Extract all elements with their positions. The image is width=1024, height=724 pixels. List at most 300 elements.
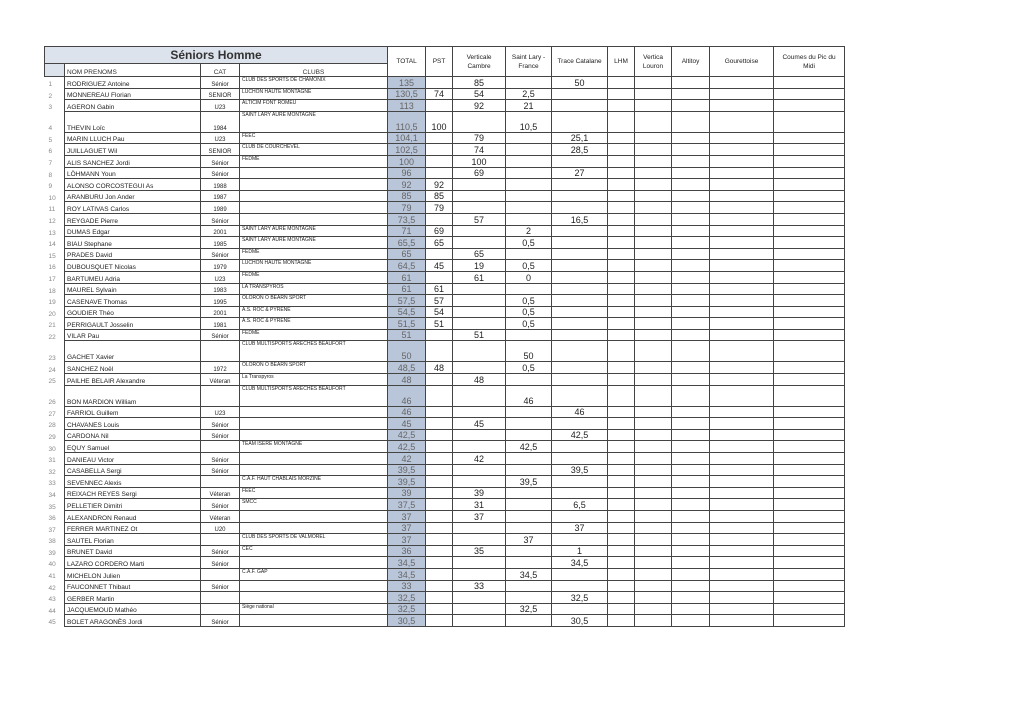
gourettoise-cell [710,260,774,272]
table-row [45,429,845,441]
altitoy-cell [672,476,710,488]
rownum-cell: 8 [48,171,53,179]
vertica-louron-cell [635,248,672,260]
category-cell: 1989 [201,202,240,214]
table-row [45,464,845,476]
category-cell: 1981 [201,318,240,330]
pst-cell [426,385,453,406]
category-cell: 1985 [201,237,240,249]
altitoy-cell [672,499,710,511]
category-cell: Sénior [201,329,240,341]
rownum-cell: 35 [48,503,56,511]
total-cell: 32,5 [388,592,426,604]
gourettoise-cell [710,464,774,476]
vertica-louron-cell [635,511,672,523]
coumes-cell [774,615,845,627]
pst-cell [426,329,453,341]
vertica-louron-cell [635,487,672,499]
gourettoise-cell [710,499,774,511]
name-cell: LÖHMANN Youn [65,167,201,179]
total-cell: 33 [388,580,426,592]
category-cell: 1972 [201,362,240,374]
club-cell: Siège national [240,603,388,615]
vertica-louron-cell [635,225,672,237]
lhm-cell [608,580,635,592]
altitoy-cell [672,271,710,283]
club-cell [240,592,388,604]
saint-lary-cell [506,190,552,202]
coumes-cell [774,144,845,156]
header-coumes: Coumes du Pic du Midi [774,47,845,77]
club-cell: FEDME [240,271,388,283]
category-cell: Sénior [201,248,240,260]
verticale-cambre-cell: 33 [453,580,506,592]
pst-cell: 61 [426,283,453,295]
verticale-cambre-cell [453,464,506,476]
saint-lary-cell: 0,5 [506,318,552,330]
lhm-cell [608,225,635,237]
total-cell: 32,5 [388,603,426,615]
category-cell: Sénior [201,429,240,441]
gourettoise-cell [710,476,774,488]
category-cell: U23 [201,100,240,112]
coumes-cell [774,441,845,453]
coumes-cell [774,341,845,362]
name-cell: EQUY Samuel [65,441,201,453]
club-cell: A.S. ROC & PYRENE [240,306,388,318]
rownum-cell: 3 [48,104,53,112]
category-cell: Sénior [201,499,240,511]
trace-catalane-cell [552,374,608,386]
club-cell [240,453,388,465]
total-cell: 61 [388,271,426,283]
name-cell: MICHELON Julien [65,568,201,580]
category-cell: 1988 [201,179,240,191]
trace-catalane-cell [552,225,608,237]
name-cell: PELLETIER Dimitri [65,499,201,511]
lhm-cell [608,568,635,580]
rownum-cell: 31 [48,457,56,465]
vertica-louron-cell [635,306,672,318]
table-row [45,487,845,499]
total-cell: 36 [388,545,426,557]
category-cell: 1995 [201,295,240,307]
gourettoise-cell [710,487,774,499]
total-cell: 102,5 [388,144,426,156]
coumes-cell [774,260,845,272]
name-cell: GERBER Martin [65,592,201,604]
rownum-cell: 25 [48,378,56,386]
pst-cell [426,476,453,488]
total-cell: 92 [388,179,426,191]
table-row [45,295,845,307]
trace-catalane-cell: 28,5 [552,144,608,156]
pst-cell: 45 [426,260,453,272]
category-cell: U23 [201,271,240,283]
rownum-cell: 2 [48,92,53,100]
coumes-cell [774,603,845,615]
rownum-cell: 12 [48,218,56,226]
rownum-cell: 10 [48,194,56,202]
coumes-cell [774,329,845,341]
name-cell: REYGADE Pierre [65,213,201,225]
saint-lary-cell: 39,5 [506,476,552,488]
club-cell [240,202,388,214]
trace-catalane-cell [552,441,608,453]
table-row [45,318,845,330]
saint-lary-cell: 32,5 [506,603,552,615]
vertica-louron-cell [635,592,672,604]
vertica-louron-cell [635,441,672,453]
altitoy-cell [672,580,710,592]
altitoy-cell [672,374,710,386]
total-cell: 34,5 [388,557,426,569]
verticale-cambre-cell [453,362,506,374]
pst-cell [426,580,453,592]
trace-catalane-cell [552,271,608,283]
vertica-louron-cell [635,418,672,430]
trace-catalane-cell [552,306,608,318]
club-cell: CLUB MULTISPORTS ARECHES BEAUFORT [240,385,388,406]
saint-lary-cell [506,580,552,592]
total-cell: 48 [388,374,426,386]
trace-catalane-cell [552,318,608,330]
category-cell [201,534,240,546]
trace-catalane-cell [552,580,608,592]
verticale-cambre-cell: 51 [453,329,506,341]
pst-cell [426,534,453,546]
name-cell: FARRIOL Guillem [65,406,201,418]
category-cell: Sénior [201,213,240,225]
name-cell: DANIEAU Victor [65,453,201,465]
lhm-cell [608,213,635,225]
category-cell: Sénior [201,155,240,167]
altitoy-cell [672,283,710,295]
trace-catalane-cell: 27 [552,167,608,179]
trace-catalane-cell [552,100,608,112]
table-row [45,418,845,430]
verticale-cambre-cell: 74 [453,144,506,156]
rownum-cell: 19 [48,299,56,307]
lhm-cell [608,283,635,295]
vertica-louron-cell [635,476,672,488]
lhm-cell [608,592,635,604]
trace-catalane-cell: 30,5 [552,615,608,627]
lhm-cell [608,167,635,179]
results-sheet [44,46,844,627]
saint-lary-cell: 0,5 [506,306,552,318]
gourettoise-cell [710,283,774,295]
coumes-cell [774,592,845,604]
table-row [45,511,845,523]
lhm-cell [608,248,635,260]
name-cell: ALONSO CORCOSTEGUI As [65,179,201,191]
altitoy-cell [672,132,710,144]
table-row [45,341,845,362]
table-row [45,441,845,453]
pst-cell: 100 [426,111,453,132]
trace-catalane-cell [552,329,608,341]
pst-cell [426,374,453,386]
gourettoise-cell [710,418,774,430]
table-row [45,167,845,179]
altitoy-cell [672,260,710,272]
vertica-louron-cell [635,385,672,406]
name-cell: CARDONA Nil [65,429,201,441]
gourettoise-cell [710,225,774,237]
verticale-cambre-cell: 39 [453,487,506,499]
vertica-louron-cell [635,557,672,569]
total-cell: 104,1 [388,132,426,144]
club-cell: LUCHON HAUTE MONTAGNE [240,260,388,272]
table-row [45,213,845,225]
coumes-cell [774,499,845,511]
coumes-cell [774,580,845,592]
club-cell: CLUB DE COURCHEVEL [240,144,388,156]
rownum-cell: 23 [48,354,56,362]
name-cell: CASENAVE Thomas [65,295,201,307]
name-cell: SAUTEL Florian [65,534,201,546]
saint-lary-cell: 0,5 [506,295,552,307]
saint-lary-cell [506,329,552,341]
saint-lary-cell [506,406,552,418]
saint-lary-cell: 2 [506,225,552,237]
rownum-cell: 40 [48,561,56,569]
club-cell: FEDME [240,329,388,341]
verticale-cambre-cell [453,385,506,406]
coumes-cell [774,487,845,499]
rownum-cell: 36 [48,515,56,523]
trace-catalane-cell: 34,5 [552,557,608,569]
category-cell: Sénior [201,418,240,430]
coumes-cell [774,306,845,318]
name-cell: PRADES David [65,248,201,260]
name-cell: ARANBURU Jon Ander [65,190,201,202]
pst-cell [426,144,453,156]
rownum-cell: 18 [48,287,56,295]
pst-cell [426,100,453,112]
name-cell: MONNEREAU Florian [65,88,201,100]
verticale-cambre-cell [453,111,506,132]
lhm-cell [608,260,635,272]
total-cell: 48,5 [388,362,426,374]
altitoy-cell [672,329,710,341]
lhm-cell [608,374,635,386]
saint-lary-cell [506,155,552,167]
gourettoise-cell [710,341,774,362]
vertica-louron-cell [635,545,672,557]
club-cell: C.A.F. GAP [240,568,388,580]
saint-lary-cell [506,522,552,534]
club-cell: SAINT LARY AURE MONTAGNE [240,111,388,132]
trace-catalane-cell [552,362,608,374]
category-cell: Sénior [201,557,240,569]
lhm-cell [608,429,635,441]
category-cell: Sénior [201,615,240,627]
trace-catalane-cell [552,385,608,406]
header-altitoy: Altitoy [672,47,710,77]
saint-lary-cell: 21 [506,100,552,112]
altitoy-cell [672,522,710,534]
lhm-cell [608,418,635,430]
lhm-cell [608,271,635,283]
trace-catalane-cell: 37 [552,522,608,534]
club-cell: ALTICIM FONT ROMEU [240,100,388,112]
verticale-cambre-cell: 42 [453,453,506,465]
lhm-cell [608,464,635,476]
coumes-cell [774,225,845,237]
total-cell: 85 [388,190,426,202]
rownum-cell: 16 [48,264,56,272]
gourettoise-cell [710,534,774,546]
club-cell: SAINT LARY AURE MONTAGNE [240,237,388,249]
rownum-cell: 38 [48,538,56,546]
lhm-cell [608,534,635,546]
rownum-cell: 44 [48,607,56,615]
club-cell: FEEC [240,132,388,144]
altitoy-cell [672,545,710,557]
verticale-cambre-cell: 19 [453,260,506,272]
trace-catalane-cell [552,88,608,100]
verticale-cambre-cell [453,283,506,295]
verticale-cambre-cell: 61 [453,271,506,283]
coumes-cell [774,100,845,112]
trace-catalane-cell [552,568,608,580]
saint-lary-cell [506,511,552,523]
coumes-cell [774,237,845,249]
altitoy-cell [672,306,710,318]
saint-lary-cell [506,179,552,191]
saint-lary-cell: 0,5 [506,237,552,249]
verticale-cambre-cell [453,603,506,615]
verticale-cambre-cell [453,190,506,202]
pst-cell [426,487,453,499]
coumes-cell [774,318,845,330]
pst-cell [426,499,453,511]
gourettoise-cell [710,88,774,100]
altitoy-cell [672,441,710,453]
table-row [45,190,845,202]
altitoy-cell [672,167,710,179]
altitoy-cell [672,202,710,214]
total-cell: 37,5 [388,499,426,511]
verticale-cambre-cell: 35 [453,545,506,557]
total-cell: 37 [388,534,426,546]
altitoy-cell [672,179,710,191]
table-row [45,111,845,132]
pst-cell [426,592,453,604]
category-cell: 1984 [201,111,240,132]
total-cell: 54,5 [388,306,426,318]
trace-catalane-cell [552,453,608,465]
name-cell: DUMAS Edgar [65,225,201,237]
altitoy-cell [672,88,710,100]
lhm-cell [608,362,635,374]
vertica-louron-cell [635,202,672,214]
trace-catalane-cell [552,534,608,546]
rownum-cell: 26 [48,399,56,407]
altitoy-cell [672,615,710,627]
lhm-cell [608,179,635,191]
verticale-cambre-cell [453,237,506,249]
coumes-cell [774,167,845,179]
category-cell: Sénior [201,580,240,592]
verticale-cambre-cell [453,295,506,307]
table-row [45,385,845,406]
total-cell: 39 [388,487,426,499]
trace-catalane-cell [552,603,608,615]
name-cell: SANCHEZ Noël [65,362,201,374]
rownum-cell: 37 [48,526,56,534]
saint-lary-cell [506,283,552,295]
saint-lary-cell: 0,5 [506,260,552,272]
rownum-cell: 20 [48,310,56,318]
saint-lary-cell [506,453,552,465]
trace-catalane-cell [552,155,608,167]
pst-cell [426,568,453,580]
total-cell: 34,5 [388,568,426,580]
club-cell: CEC [240,545,388,557]
gourettoise-cell [710,557,774,569]
altitoy-cell [672,534,710,546]
altitoy-cell [672,568,710,580]
total-cell: 42,5 [388,429,426,441]
trace-catalane-cell: 6,5 [552,499,608,511]
lhm-cell [608,603,635,615]
vertica-louron-cell [635,260,672,272]
name-cell: JUILLAGUET Wil [65,144,201,156]
club-cell [240,429,388,441]
coumes-cell [774,77,845,89]
vertica-louron-cell [635,295,672,307]
verticale-cambre-cell [453,406,506,418]
coumes-cell [774,406,845,418]
coumes-cell [774,248,845,260]
category-cell: Sénior [201,77,240,89]
name-cell: BIAU Stephane [65,237,201,249]
gourettoise-cell [710,100,774,112]
trace-catalane-cell: 46 [552,406,608,418]
altitoy-cell [672,225,710,237]
coumes-cell [774,295,845,307]
verticale-cambre-cell: 54 [453,88,506,100]
club-cell [240,418,388,430]
name-cell: AGERON Gabin [65,100,201,112]
coumes-cell [774,132,845,144]
saint-lary-cell [506,374,552,386]
vertica-louron-cell [635,271,672,283]
name-cell: SEVENNEC Alexis [65,476,201,488]
club-cell [240,179,388,191]
verticale-cambre-cell [453,429,506,441]
name-cell: MAUREL Sylvain [65,283,201,295]
category-cell: Sénior [201,545,240,557]
rownum-cell: 9 [48,183,53,191]
category-cell: U20 [201,522,240,534]
pst-cell [426,522,453,534]
pst-cell: 69 [426,225,453,237]
club-cell [240,406,388,418]
trace-catalane-cell [552,418,608,430]
verticale-cambre-cell [453,522,506,534]
vertica-louron-cell [635,132,672,144]
rownum-cell: 24 [48,366,56,374]
coumes-cell [774,190,845,202]
category-cell: SENIOR [201,144,240,156]
coumes-cell [774,557,845,569]
saint-lary-cell [506,487,552,499]
rownum-cell: 34 [48,491,56,499]
